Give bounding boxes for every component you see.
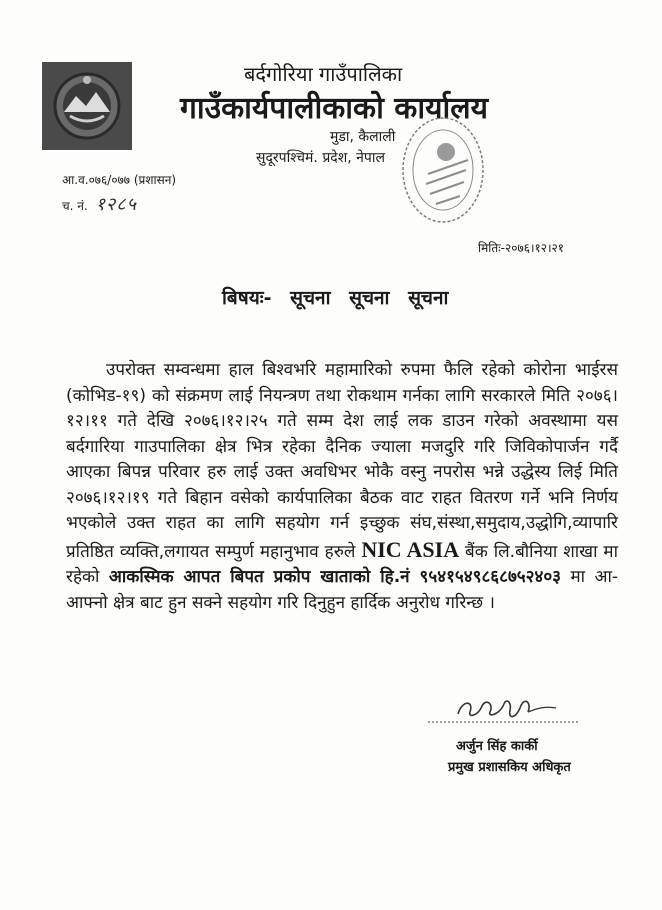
office-name: गाउँकार्यपालीकाको कार्यालय (180, 91, 489, 126)
handwritten-signature (428, 688, 578, 738)
body-text-part2: बैंक लि.बौनिया शाखा मा रहेको (66, 541, 619, 587)
nepal-emblem-logo (42, 62, 132, 150)
dispatch-number-label: च. नं. (62, 199, 88, 213)
office-round-stamp (398, 112, 488, 227)
dispatch-number-value: १२८५ (95, 194, 138, 215)
signatory-title: प्रमुख प्रशासकिय अधिकृत (448, 760, 571, 775)
bank-name: NIC ASIA (361, 536, 460, 562)
fiscal-year: आ.व.०७६/०७७ (प्रशासन) (62, 173, 177, 187)
dispatch-number (62, 192, 137, 216)
location-province: सुदूरपश्चिमं. प्रदेश, नेपाल (256, 150, 385, 166)
body-text-part3: मा आ-आफ्नो क्षेत्र बाट हुन सक्ने सहयोग गरि दिनुहुन हार्दिक अनुरोध गरिन्छ । (66, 567, 619, 613)
notice-body (66, 358, 618, 616)
account-details: आकस्मिक आपत बिपत प्रकोप खाताको हि.नं ९५४१५४९८६८७५२४०३ (108, 567, 562, 587)
body-text-part1: उपरोक्त सम्वन्धमा हाल बिश्वभरि महामारिको रुपमा फैलि रहेको कोरोना भाईरस (कोभिड-१९) को संक्रमण लाई नियन्त्रण तथा रोकथाम गर्नका लागि सरकारले मिति २०७६।१२।११ गते देखि २०७६।१२।२५ गते सम्म देश लाई लक डाउन गरेको अवस्थामा यस बर्दगारिया गाउपालिका क्षेत्र भित्र रहेका दैनिक ज्याला मजदुरि गरि जिविकोपार्जन गर्दै आएका बिपन्न परिवार हरु लाई उक्त अवधिभर भोकै वस्नु नपरोस भन्ने उद्धेस्य लिई मिति २०७६।१२।१९ गते बिहान वसेको कार्यपालिका बैठक वाट राहत वितरण गर्ने भनि निर्णय भएकोले उक्त राहत का लागि सहयोग गर्न इच्छुक संघ,संस्था,समुदाय,उद्धोगि,व्यापारि प्रतिष्ठित व्यक्ति,लगायत सम्पुर्ण महानुभाव हरुले (66, 360, 618, 562)
signatory-name: अर्जुन सिंह कार्की (456, 739, 538, 754)
notice-subject: बिषयः- सूचना सूचना सूचना (222, 287, 449, 309)
municipality-name: बर्दगोरिया गाउँपालिका (244, 62, 403, 86)
location-district: मुडा, कैलाली (330, 129, 396, 145)
notice-date: मितिः-२०७६।१२।२१ (478, 241, 565, 255)
